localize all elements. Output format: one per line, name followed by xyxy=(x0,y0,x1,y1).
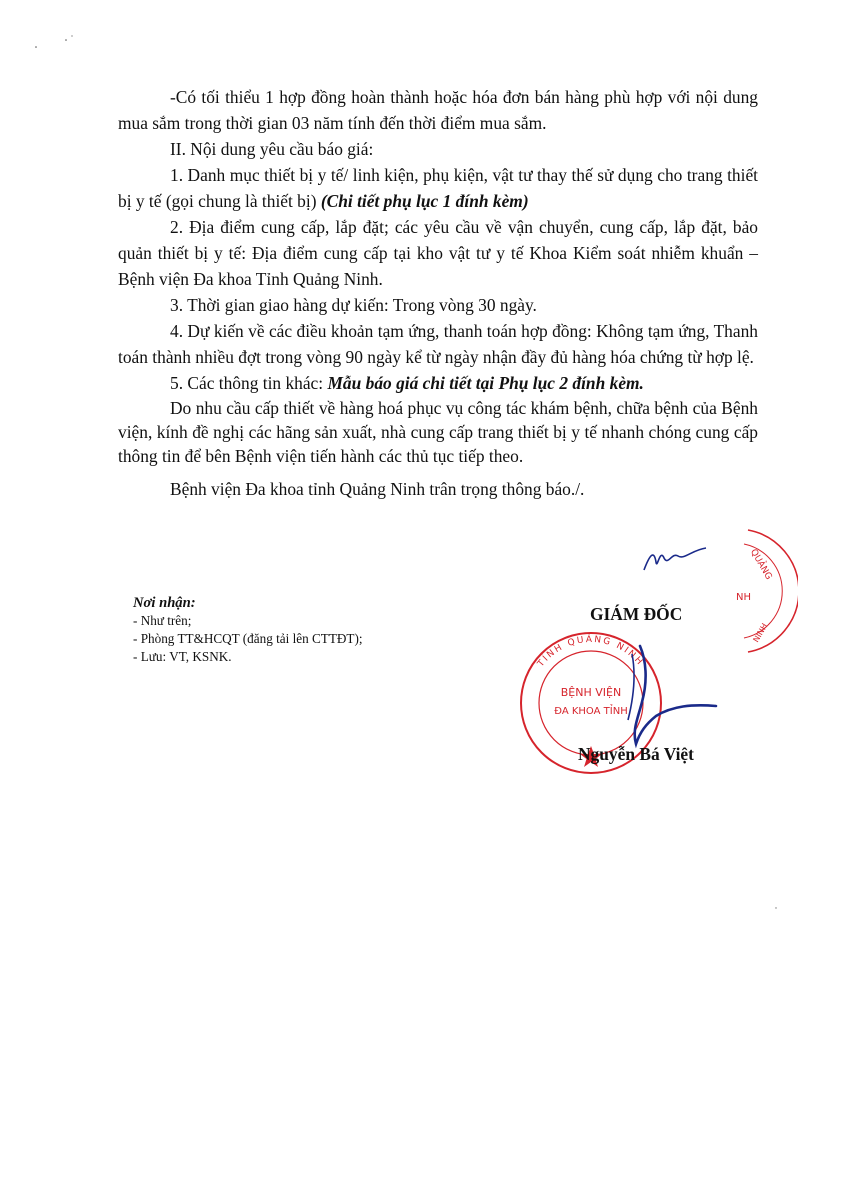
item-4: 4. Dự kiến về các điều khoản tạm ứng, thanh toán hợp đồng: Không tạm ứng, Thanh toán thành nhiều đợt trong vòng 90 ngày kể từ ngày nhận đầy đủ hàng hóa chứng từ hợp lệ. xyxy=(118,321,758,367)
recipient-item: - Phòng TT&HCQT (đăng tải lên CTTĐT); xyxy=(133,631,363,646)
item-5 xyxy=(118,370,758,396)
item-1-text: 1. Danh mục thiết bị y tế/ linh kiện, phụ kiện, vật tư thay thế sử dụng cho trang thiết bị y tế (gọi chung là thiết bị) xyxy=(118,165,758,211)
item-5-emphasis: Mẫu báo giá chi tiết tại Phụ lục 2 đính kèm. xyxy=(327,373,644,393)
item-1-emphasis: (Chi tiết phụ lục 1 đính kèm) xyxy=(320,191,529,211)
speck xyxy=(65,39,67,41)
initials-mark xyxy=(640,540,710,580)
partial-stamp-seal xyxy=(728,526,798,656)
stamp-ring-text: TỈNH QUẢNG NINH xyxy=(536,634,646,669)
signer-name: Nguyễn Bá Việt xyxy=(578,744,694,764)
paragraph-request: Do nhu cầu cấp thiết về hàng hoá phục vụ công tác khám bệnh, chữa bệnh của Bệnh viện, kính đề nghị các hãng sản xuất, nhà cung cấp trang thiết bị y tế nhanh chóng cung cấp thông tin để bên Bệnh viện tiến hành các thủ tục tiếp theo. xyxy=(118,398,758,466)
signer-title: GIÁM ĐỐC xyxy=(590,604,683,624)
recipient-item: - Lưu: VT, KSNK. xyxy=(133,649,232,664)
stamp-center-line2: ĐA KHOA TỈNH xyxy=(554,706,628,717)
partial-stamp-text: NINH xyxy=(751,621,770,644)
item-1 xyxy=(118,162,758,214)
director-signature xyxy=(612,640,722,760)
stamp-center-line1: BỆNH VIỆN xyxy=(560,686,622,699)
partial-stamp-text: QUẢNG xyxy=(747,547,774,582)
section-heading-ii: II. Nội dung yêu cầu báo giá: xyxy=(170,139,374,159)
item-3: 3. Thời gian giao hàng dự kiến: Trong vòng 30 ngày. xyxy=(170,295,537,315)
speck xyxy=(71,35,72,36)
partial-stamp-text: NH xyxy=(736,592,751,603)
recipient-item: - Như trên; xyxy=(133,613,192,628)
signature-stroke xyxy=(628,654,634,720)
item-5-text: 5. Các thông tin khác: xyxy=(170,373,328,393)
speck xyxy=(35,46,37,48)
recipients-heading: Nơi nhận: xyxy=(133,595,196,611)
initials-stroke xyxy=(644,548,706,570)
signature-stroke xyxy=(635,646,716,744)
item-2: 2. Địa điểm cung cấp, lắp đặt; các yêu cầu về vận chuyển, cung cấp, lắp đặt, bảo quản thiết bị y tế: Địa điểm cung cấp tại kho vật tư y tế Khoa Kiểm soát nhiễm khuẩn – Bệnh viện Đa khoa Tỉnh Quảng Ninh. xyxy=(118,217,758,289)
speck xyxy=(775,907,776,908)
paragraph-closing: Bệnh viện Đa khoa tỉnh Quảng Ninh trân trọng thông báo./. xyxy=(170,479,585,499)
paragraph-requirement: -Có tối thiểu 1 hợp đồng hoàn thành hoặc hóa đơn bán hàng phù hợp với nội dung mua sắm trong thời gian 03 năm tính đến thời điểm mua sắm. xyxy=(118,87,758,133)
recipients-block xyxy=(133,594,453,666)
document-body xyxy=(118,84,758,502)
